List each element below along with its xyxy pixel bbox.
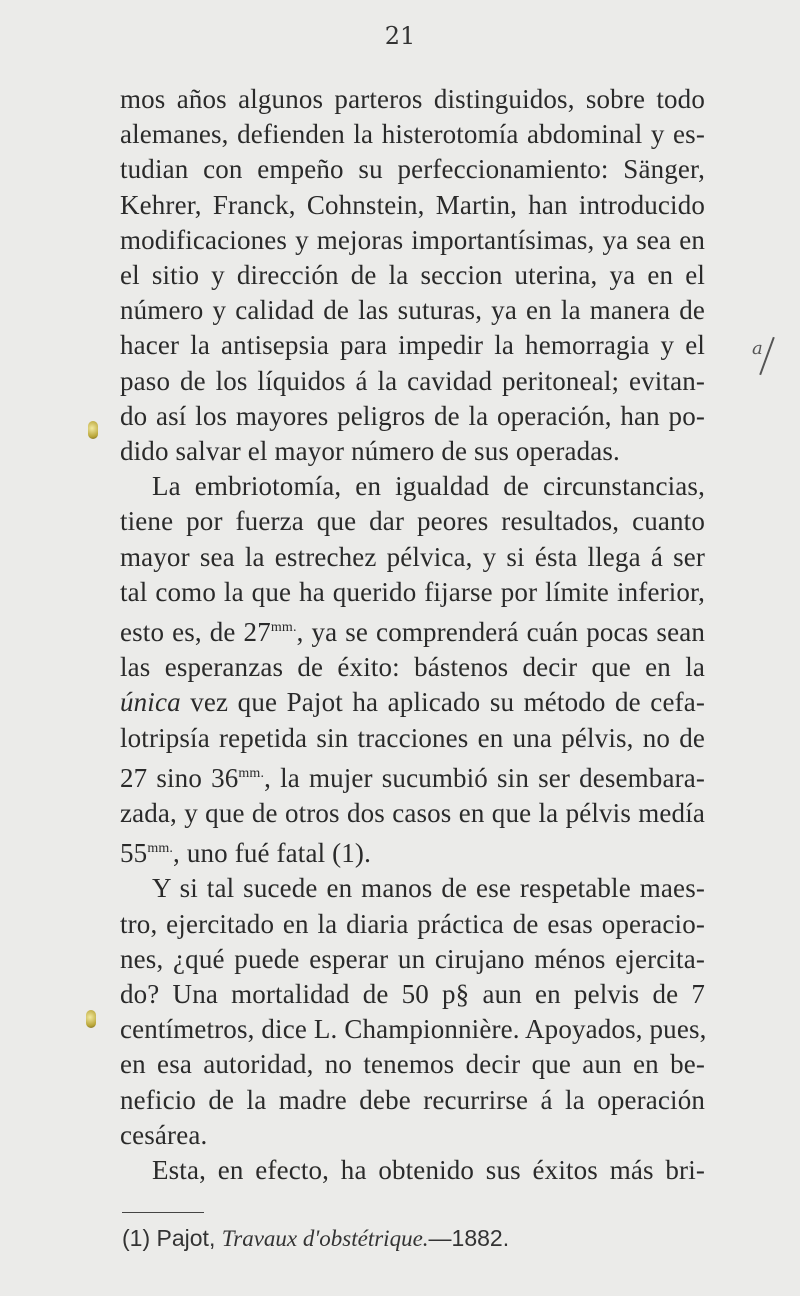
text-fragment: , la mujer sucumbió sin ser desembara- [264,762,706,793]
text-line: zada, y que de otros dos casos en que la pélvis medía [120,798,705,829]
emphasis-text: única [120,687,181,718]
text-line: nes, ¿qué puede esperar un cirujano ménos ejercita- [120,943,705,974]
unit-superscript: mm. [270,620,297,636]
text-line: paso de los líquidos á la cavidad peritoneal; evitan- [120,365,705,396]
text-line: La embriotomía, en igualdad de circunstancias, [152,471,705,502]
text-line: do? Una mortalidad de 50 p§ aun en pelvis de 7 [120,979,705,1010]
text-fragment: 55 [120,838,148,869]
unit-superscript: mm. [238,765,265,781]
text-line: alemanes, defienden la histerotomía abdominal y es- [120,119,705,150]
footnote-marker: (1) [122,1225,151,1251]
text-line: cesárea. [120,1119,208,1150]
text-line: Esta, en efecto, ha obtenido sus éxitos más bri- [152,1155,705,1186]
text-line [120,831,705,871]
text-line [120,685,705,720]
text-line: modificaciones y mejoras importantísimas, ya sea en [120,224,705,255]
text-line: en esa autoridad, no tenemos decir que aun en be- [120,1049,705,1080]
text-line: Y si tal sucede en manos de ese respetable maes- [152,873,705,904]
text-line: número y calidad de las suturas, ya en la manera de [120,295,705,326]
body-text [120,82,705,1188]
footnote-year: —1882. [428,1225,510,1251]
text-line: tro, ejercitado en la diaria práctica de esas operacio- [120,908,705,939]
text-fragment: , ya se comprenderá cuán pocas sean [296,617,705,648]
text-fragment: vez que Pajot ha aplicado su método de cefa- [180,687,705,718]
text-line: el sitio y dirección de la seccion uterina, ya en el [120,260,705,291]
text-fragment: esto es, de 27 [120,617,271,648]
text-line: tiene por fuerza que dar peores resultados, cuanto [120,506,705,537]
text-line: mayor sea la estrechez pélvica, y si ésta llega á ser [120,541,705,572]
footnote-author: Pajot, [156,1225,216,1251]
margin-bullet-icon [88,421,98,439]
text-line: tudian con empeño su perfeccionamiento: Sänger, [120,154,705,185]
unit-superscript: mm. [147,841,174,857]
text-line: hacer la antisepsia para impedir la hemorragia y el [120,330,705,361]
text-line: lotripsía repetida sin tracciones en una pélvis, no de [120,722,705,753]
text-line: centímetros, dice L. Championnière. Apoyados, pues, [120,1014,707,1045]
text-line: las esperanzas de éxito: bástenos decir que en la [120,652,705,683]
text-line [120,756,705,796]
margin-bullet-icon [86,1010,96,1028]
footnote-divider [122,1212,204,1213]
text-line: tal como la que ha querido fijarse por límite inferior, [120,576,705,607]
margin-annotation: a [752,338,763,359]
text-fragment: , uno fué fatal (1). [173,838,371,869]
footnote [122,1225,509,1252]
text-line: dido salvar el mayor número de sus operadas. [120,436,620,467]
footnote-title: Travaux d'obstétrique. [221,1226,429,1251]
text-fragment: 27 sino 36 [120,762,239,793]
text-line: Kehrer, Franck, Cohnstein, Martin, han introducido [120,189,705,220]
text-line: do así los mayores peligros de la operación, han po- [120,400,705,431]
text-line: mos años algunos parteros distinguidos, sobre todo [120,84,705,114]
text-line: neficio de la madre debe recurrirse á la operación [120,1084,705,1115]
page-number: 21 [384,22,416,50]
text-line [120,610,705,650]
